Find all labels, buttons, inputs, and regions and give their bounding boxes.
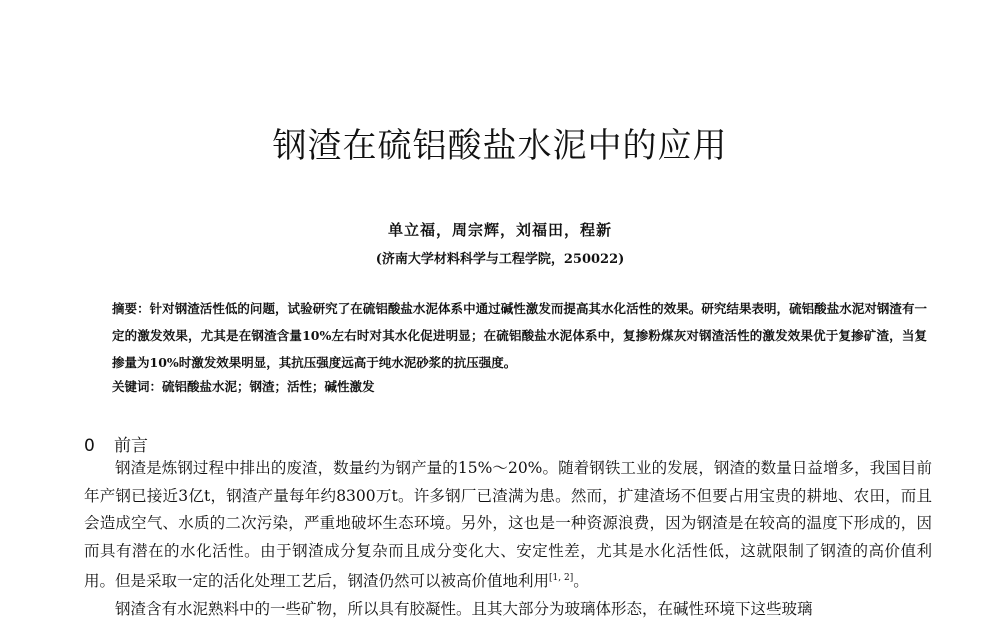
paragraph: 钢渣含有水泥熟料中的一些矿物，所以具有胶凝性。且其大部分为玻璃体形态，在碱性环境下这些玻璃: [115, 599, 813, 618]
keywords: [112, 377, 927, 395]
section-heading: [84, 431, 148, 456]
section-title: 前言: [114, 436, 148, 456]
abstract-label: 摘要：: [112, 301, 150, 316]
paragraph: [84, 455, 932, 596]
author-affiliation: (济南大学材料科学与工程学院，250022): [375, 252, 625, 267]
paragraph-end: 。: [573, 572, 589, 591]
paper-title: 钢渣在硫铝酸盐水泥中的应用: [272, 126, 728, 166]
abstract-text: 针对钢渣活性低的问题，试验研究了在硫铝酸盐水泥体系中通过碱性激发而提高其水化活性的效果。研究结果表明，硫铝酸盐水泥对钢渣有一定的激发效果，尤其是在钢渣含量10%左右时对其水化促进明显；在硫铝酸盐水泥体系中，复掺粉煤灰对钢渣活性的激发效果优于复掺矿渣，当复掺量为10%时激发效果明显，其抗压强度远高于纯水泥砂浆的抗压强度。: [112, 301, 927, 370]
author-list: 单立福，周宗辉，刘福田，程新: [387, 221, 612, 239]
citation-reference[interactable]: [1, 2]: [549, 573, 574, 583]
body-text: [84, 455, 932, 623]
keywords-text: 硫铝酸盐水泥；钢渣；活性；碱性激发: [162, 379, 375, 394]
abstract: [112, 295, 927, 376]
paragraph-text: 钢渣是炼钢过程中排出的废渣，数量约为钢产量的15%～20%。随着钢铁工业的发展，钢渣的数量日益增多，我国目前年产钢已接近3亿t，钢渣产量每年约8300万t。许多钢厂已渣满为患。然而，扩建渣场不但要占用宝贵的耕地、农田，而且会造成空气、水质的二次污染，严重地破坏生态环境。另外，这也是一种资源浪费，因为钢渣是在较高的温度下形成的，因而具有潜在的水化活性。由于钢渣成分复杂而且成分变化大、安定性差，尤其是水化活性低，这就限制了钢渣的高价值利用。但是采取一定的活化处理工艺后，钢渣仍然可以被高价值地利用: [84, 459, 932, 591]
section-number: 0: [84, 436, 95, 456]
keywords-label: 关键词：: [112, 379, 163, 394]
